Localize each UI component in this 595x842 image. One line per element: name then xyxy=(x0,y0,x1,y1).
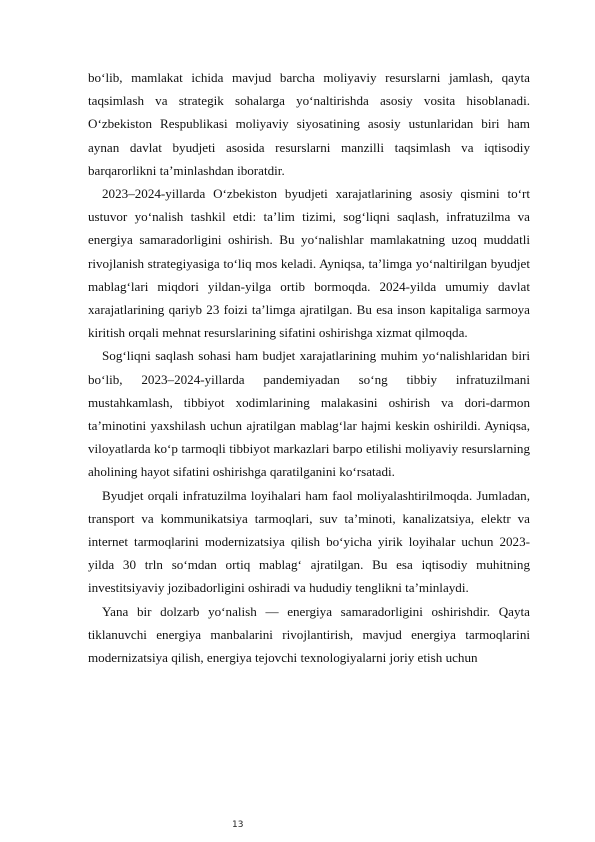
paragraph-3: Sog‘liqni saqlash sohasi ham budjet xarajatlarining muhim yo‘nalishlaridan biri bo‘lib, 2023–2024-yillarda pandemiyadan so‘ng tibbiy infratuzilmani mustahkamlash, tibbiyot xodimlarining malakasini oshirish va dori-darmon ta’minotini yaxshilash uchun ajratilgan mablag‘lar hajmi keskin oshirildi. Ayniqsa, viloyatlarda ko‘p tarmoqli tibbiyot markazlari barpo etilishi moliyaviy resurslarning aholining hayot sifatini oshirishga qaratilganini ko‘rsatadi. xyxy=(88,348,530,480)
document-body xyxy=(88,66,530,669)
paragraph-2: 2023–2024-yillarda O‘zbekiston byudjeti xarajatlarining asosiy qismini to‘rt ustuvor yo‘nalish tashkil etdi: ta’lim tizimi, sog‘liqni saqlash, infratuzilma va energiya samaradorligini oshirish. Bu yo‘nalishlar mamlakatning uzoq muddatli rivojlanish strategiyasiga to‘liq mos keladi. Ayniqsa, ta’limga yo‘naltirilgan byudjet mablag‘lari miqdori yildan-yilga ortib bormoqda. 2024-yilda umumiy davlat xarajatlarining qariyb 23 foizi ta’limga ajratilgan. Bu esa inson kapitaliga sarmoya kiritish orqali mehnat resurslarining sifatini oshirishga xizmat qilmoqda. xyxy=(88,186,530,341)
paragraph-1: bo‘lib, mamlakat ichida mavjud barcha moliyaviy resurslarni jamlash, qayta taqsimlash va strategik sohalarga yo‘naltirishda asosiy vosita hisoblanadi. O‘zbekiston Respublikasi moliyaviy siyosatining asosiy ustunlaridan biri ham aynan davlat byudjeti asosida resurslarni manzilli taqsimlash va iqtisodiy barqarorlikni ta’minlashdan iboratdir. xyxy=(88,70,530,178)
paragraph-5: Yana bir dolzarb yo‘nalish — energiya samaradorligini oshirishdir. Qayta tiklanuvchi energiya manbalarini rivojlantirish, mavjud energiya tarmoqlarini modernizatsiya qilish, energiya tejovchi texnologiyalarni joriy etish uchun xyxy=(88,603,530,666)
paragraph-4: Byudjet orqali infratuzilma loyihalari ham faol moliyalashtirilmoqda. Jumladan, transport va kommunikatsiya tarmoqlari, suv ta’minoti, kanalizatsiya, elektr va internet tarmoqlarini modernizatsiya qilish bo‘yicha yirik loyihalar uchun 2023-yilda 30 trln so‘mdan ortiq mablag‘ ajratilgan. Bu esa iqtisodiy muhitning investitsiyaviy jozibadorligini oshiradi va hududiy tenglikni ta’minlaydi. xyxy=(88,487,530,596)
page-number: 13 xyxy=(232,820,244,830)
